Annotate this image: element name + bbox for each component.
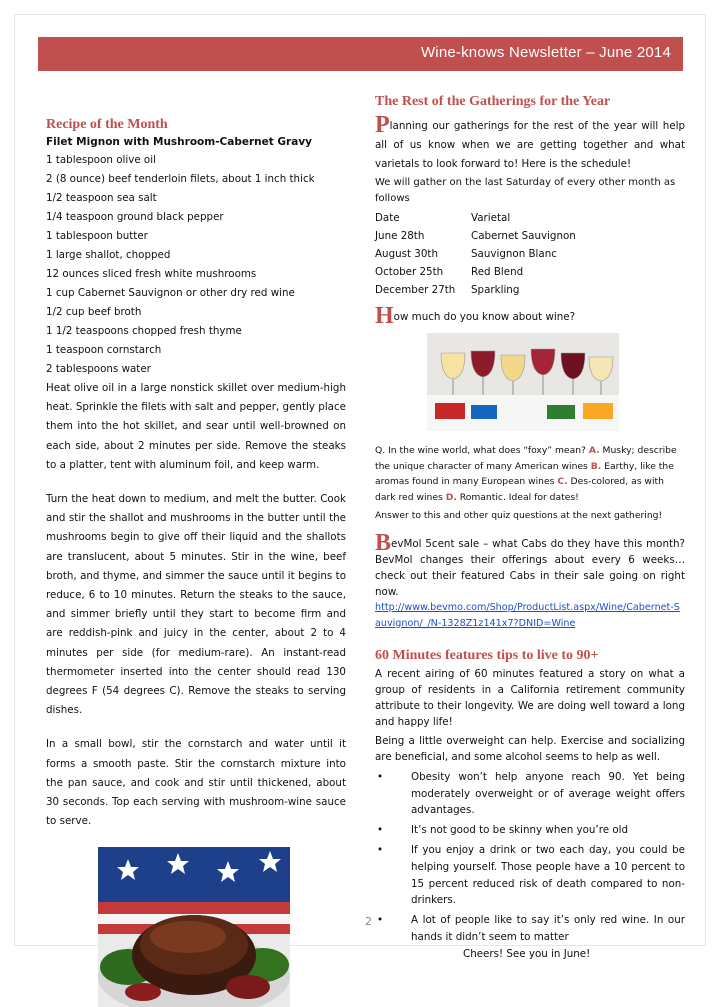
ingredient-item: 1 1/2 teaspoons chopped fresh thyme	[46, 325, 242, 337]
schedule-varietal: Sparkling	[471, 283, 520, 296]
schedule-varietal: Sauvignon Blanc	[471, 247, 557, 260]
drop-cap: P	[375, 112, 390, 138]
bevmo-text: evMol 5cent sale – what Cabs do they have this month? BevMol changes their offerings about every 6 weeks… check out their featured Cabs in their sale going on right now.	[375, 537, 685, 598]
ingredient-item: 1/2 cup beef broth	[46, 306, 142, 318]
ingredient-item: 12 ounces sliced fresh white mushrooms	[46, 268, 257, 280]
ingredient-item: 1 cup Cabernet Sauvignon or other dry red wine	[46, 287, 295, 299]
ingredient-item: 1 large shallot, chopped	[46, 249, 171, 261]
list-item: • Obesity won’t help anyone reach 90. Yet being moderately overweight or of average weight offers advantages.	[375, 769, 685, 819]
quiz-option: Musky; describe the unique character of many American wines	[375, 444, 677, 472]
minutes-paragraph-1: A recent airing of 60 minutes featured a story on what a group of residents in a California retirement community attribute to their longevity. We are doing well toward a long and happy life!	[375, 667, 685, 728]
list-item: • A lot of people like to say it’s only red wine. In our hands it didn’t seem to matter	[375, 912, 685, 946]
ingredient-list	[46, 151, 346, 379]
quiz-answer-note: Answer to this and other quiz questions at the next gathering!	[375, 510, 663, 521]
list-item: • If you enjoy a drink or two each day, you could be helping yourself. Those people have a 10 percent to 15 percent reduced risk of death compared to non-drinkers.	[375, 842, 685, 909]
quiz-option-letter: C.	[557, 476, 568, 488]
bevmo-paragraph	[375, 529, 685, 600]
schedule-date: October 25th	[375, 265, 444, 278]
newsletter-title: Wine-knows Newsletter – June 2014	[420, 44, 671, 61]
ingredient-item: 1/2 teaspoon sea salt	[46, 192, 157, 204]
quiz-question-text: Q. In the wine world, what does “foxy” mean?	[375, 444, 586, 456]
gatherings-heading: The Rest of the Gatherings for the Year	[375, 94, 611, 109]
quiz-option-letter: D.	[445, 492, 457, 504]
recipe-column	[46, 116, 346, 1007]
ingredient-item: 1 tablespoon olive oil	[46, 154, 156, 166]
gatherings-intro-text: lanning our gatherings for the rest of the year will help all of us know when we are getting together and what varietals to look forward to! Here is the schedule!	[375, 120, 685, 171]
quiz-option: Des-colored, as with dark red wines	[375, 476, 664, 504]
drop-cap: B	[375, 529, 392, 556]
gatherings-intro	[375, 112, 685, 175]
schedule-date: August 30th	[375, 247, 438, 260]
ingredient-item: 1 teaspoon cornstarch	[46, 344, 162, 356]
bevmo-link[interactable]: http://www.bevmo.com/Shop/ProductList.aspx/Wine/Cabernet-Sauvignon/_/N-1328Z1z141x7?DNID=Wine	[375, 601, 680, 629]
news-column	[375, 92, 685, 962]
tips-list	[375, 769, 685, 946]
minutes-heading: 60 Minutes features tips to live to 90+	[375, 647, 599, 663]
recipe-step-3: In a small bowl, stir the cornstarch and water until it forms a smooth paste. Stir the cornstarch mixture into the pan sauce, and cook and stir until thickened, about 30 seconds. Top each serving with mushroom-wine sauce to serve.	[46, 738, 346, 828]
schedule-date: December 27th	[375, 283, 456, 296]
gatherings-note: We will gather on the last Saturday of every other month as follows	[375, 176, 676, 204]
drop-cap: H	[375, 302, 394, 329]
header-banner	[38, 37, 683, 71]
schedule-varietal: Cabernet Sauvignon	[471, 229, 576, 242]
recipe-title: Filet Mignon with Mushroom-Cabernet Gravy	[46, 136, 313, 148]
signoff: Cheers! See you in June!	[463, 947, 591, 960]
ingredient-item: 1 tablespoon butter	[46, 230, 148, 242]
page-number: 2	[365, 915, 372, 928]
quiz-question	[375, 443, 685, 506]
quiz-option: Earthy, like the aromas found in many European wines	[375, 460, 674, 488]
minutes-paragraph-2: Being a little overweight can help. Exercise and socializing are beneficial, and some alcohol seems to help as well.	[375, 734, 685, 763]
schedule-table	[375, 209, 685, 299]
quiz-block	[375, 443, 685, 524]
recipe-heading: Recipe of the Month	[46, 117, 168, 132]
schedule-header-date: Date	[375, 211, 400, 224]
schedule-header-varietal: Varietal	[471, 211, 511, 224]
ingredient-item: 1/4 teaspoon ground black pepper	[46, 211, 224, 223]
recipe-step-1: Heat olive oil in a large nonstick skillet over medium-high heat. Sprinkle the filets with salt and pepper, gently place them into the hot skillet, and sear until well-browned on each side, about 2 minutes per side. Remove the steaks to a platter, tent with aluminum foil, and keep warm.	[46, 382, 346, 471]
ingredient-item: 2 tablespoons water	[46, 363, 151, 375]
quiz-heading	[375, 302, 685, 329]
steak-photo	[98, 847, 290, 1007]
quiz-option: Romantic. Ideal for dates!	[459, 492, 579, 504]
recipe-step-2: Turn the heat down to medium, and melt the butter. Cook and stir the shallot and mushrooms in the butter until the mushrooms begin to give off their liquid and the shallots are translucent, about 5 minutes. Stir in the wine, beef broth, and thyme, and simmer the sauce until it begins to reduce, 6 to 10 minutes. Return the steaks to the sauce, and simmer briefly until they start to become firm and are reddish-pink and juicy in the center, about 2 to 4 minutes per side (for medium-rare). An instant-read thermometer inserted into the center should read 130 degrees F (54 degrees C). Remove the steaks to serving dishes.	[46, 493, 346, 717]
quiz-option-letter: B.	[590, 460, 602, 472]
quiz-option-letter: A.	[588, 444, 600, 456]
schedule-date: June 28th	[375, 229, 425, 242]
wine-glasses-photo	[427, 333, 619, 431]
list-item: • It’s not good to be skinny when you’re old	[375, 822, 685, 839]
schedule-varietal: Red Blend	[471, 265, 524, 278]
quiz-heading-text: ow much do you know about wine?	[393, 310, 576, 323]
ingredient-item: 2 (8 ounce) beef tenderloin filets, about 1 inch thick	[46, 173, 315, 185]
